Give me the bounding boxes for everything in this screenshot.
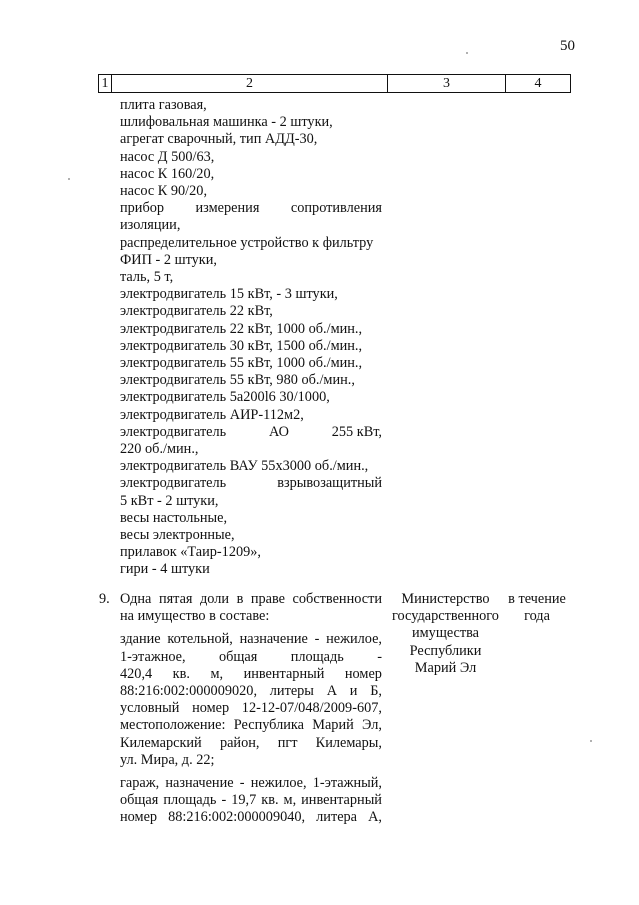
word: кв. [172, 665, 190, 682]
header-col-3: 3 [388, 75, 506, 93]
list-line: изоляции, [120, 217, 181, 234]
word: сопротивления [290, 200, 382, 217]
item-9-line [120, 649, 382, 666]
word: нежилое, [326, 631, 382, 648]
word: Республика [233, 717, 304, 734]
list-line: распределительное устройство к фильтру [120, 234, 374, 251]
word: нежилое, [250, 775, 307, 792]
word: здание [120, 631, 161, 648]
word: праве [250, 591, 286, 607]
list-line: прилавок «Таир-1209», [120, 544, 262, 561]
list-line: весы настольные, [120, 509, 228, 526]
word: гараж, [120, 775, 160, 792]
word: 19,7 [231, 792, 257, 809]
item-9-line [120, 717, 382, 734]
word: Марий [312, 717, 354, 734]
item-9-line [120, 631, 382, 648]
word: Одна [120, 591, 152, 607]
list-line [120, 200, 382, 217]
word: м, [210, 665, 224, 682]
list-line: электродвигатель 30 кВт, 1500 об./мин., [120, 337, 363, 354]
organization-line: Министерство [401, 591, 490, 607]
word: номер [192, 700, 230, 717]
word: пгт [277, 734, 298, 751]
word: А [326, 683, 338, 700]
list-line: электродвигатель 55 кВт, 1000 об./мин., [120, 355, 363, 372]
list-line: электродвигатель 55 кВт, 980 об./мин., [120, 372, 355, 389]
organization-line: государственного [392, 608, 499, 625]
word: 12-12-07/048/2009-607, [241, 700, 382, 717]
word: 88:216:002:000009020, [120, 683, 258, 700]
word: район, [219, 734, 260, 751]
page-number: 50 [560, 38, 575, 54]
word: номер [344, 665, 382, 682]
item-9-description [120, 591, 382, 827]
header-col-2: 2 [112, 75, 388, 93]
word: назначение [239, 631, 308, 648]
word: - [377, 648, 382, 665]
list-line: ФИП - 2 штуки, [120, 251, 217, 268]
word: 420,4 [120, 665, 153, 682]
list-line: плита газовая, [120, 97, 207, 113]
item-9-organization [387, 591, 504, 677]
word: общая [120, 792, 159, 809]
word: доли [200, 591, 230, 607]
list-line: электродвигатель 5а200l6 30/1000, [120, 389, 330, 406]
list-line [120, 424, 382, 441]
word: измерения [195, 200, 260, 217]
list-line: электродвигатель АИР-112м2, [120, 406, 304, 423]
list-line: шлифовальная машинка - 2 штуки, [120, 114, 333, 131]
word: Килемары, [315, 734, 382, 751]
list-line: таль, 5 т, [120, 269, 174, 286]
item-9-line [120, 809, 382, 826]
word: условный [120, 700, 180, 717]
word: 88:216:002:000009040, [168, 809, 306, 826]
list-line: насос К 90/20, [120, 183, 208, 200]
organization-line: имущества [411, 625, 480, 642]
list-line: агрегат сварочный, тип АДД-30, [120, 131, 318, 148]
word: прибор [120, 200, 165, 217]
word: электродвигатель [120, 475, 227, 492]
scan-speck [590, 740, 592, 742]
word: - [239, 775, 245, 792]
word: литеры [269, 683, 314, 700]
word: А, [368, 809, 382, 826]
item-9-line [120, 700, 382, 717]
item-9-line: ул. Мира, д. 22; [120, 751, 215, 768]
word: пятая [158, 591, 193, 607]
list-line: насос Д 500/63, [120, 148, 215, 165]
item-9-number: 9. [99, 591, 110, 607]
term-line: года [524, 608, 550, 625]
scan-speck [466, 52, 468, 54]
list-line: весы электронные, [120, 527, 235, 544]
word: Эл, [362, 717, 382, 734]
word: назначение [165, 775, 234, 792]
word: 1-этажный, [312, 775, 382, 792]
word: площадь [290, 648, 344, 665]
item-9-line: на имущество в составе: [120, 608, 270, 625]
list-line [120, 475, 382, 492]
list-line: 5 кВт - 2 штуки, [120, 492, 219, 509]
word: Килемарский [120, 734, 202, 751]
item-9-term [505, 591, 569, 625]
header-col-4: 4 [506, 75, 571, 93]
item-9-line [120, 666, 382, 683]
word: 255 кВт, [331, 423, 382, 440]
list-line: электродвигатель 22 кВт, 1000 об./мин., [120, 320, 363, 337]
word: инвентарный [301, 792, 382, 809]
word: 1-этажное, [120, 648, 186, 665]
word: местоположение: [120, 717, 226, 734]
item-9-line [120, 792, 382, 809]
word: Б, [370, 683, 382, 700]
table-header [98, 74, 571, 93]
word: котельной, [167, 631, 233, 648]
word: - [314, 631, 320, 648]
item-9-line [120, 591, 382, 608]
item-9-line [120, 683, 382, 700]
word: электродвигатель [120, 423, 227, 440]
organization-line: Марий Эл [414, 659, 477, 676]
word: литера [316, 809, 358, 826]
word: в [236, 591, 244, 607]
list-line: электродвигатель ВАУ 55х3000 об./мин., [120, 458, 369, 475]
scan-speck [68, 178, 70, 180]
equipment-list [120, 97, 382, 579]
list-line: электродвигатель 15 кВт, - 3 штуки, [120, 286, 338, 303]
word: общая [218, 648, 258, 665]
list-line: гири - 4 штуки [120, 561, 210, 578]
word: и [349, 683, 358, 700]
word: номер [120, 809, 158, 826]
header-col-1: 1 [99, 75, 112, 93]
word: - [221, 792, 227, 809]
word: инвентарный [243, 665, 325, 682]
word: АО [269, 423, 289, 440]
list-line: насос К 160/20, [120, 165, 215, 182]
list-line: электродвигатель 22 кВт, [120, 303, 273, 320]
word: площадь [163, 792, 217, 809]
word: м, [283, 792, 297, 809]
word: кв. [261, 792, 279, 809]
organization-line: Республики [409, 642, 482, 659]
item-9-line [120, 775, 382, 792]
term-line: в течение [508, 591, 566, 607]
word: взрывозащитный [277, 475, 382, 492]
list-line: 220 об./мин., [120, 441, 199, 458]
item-9-line [120, 735, 382, 752]
word: собственности [292, 591, 382, 607]
